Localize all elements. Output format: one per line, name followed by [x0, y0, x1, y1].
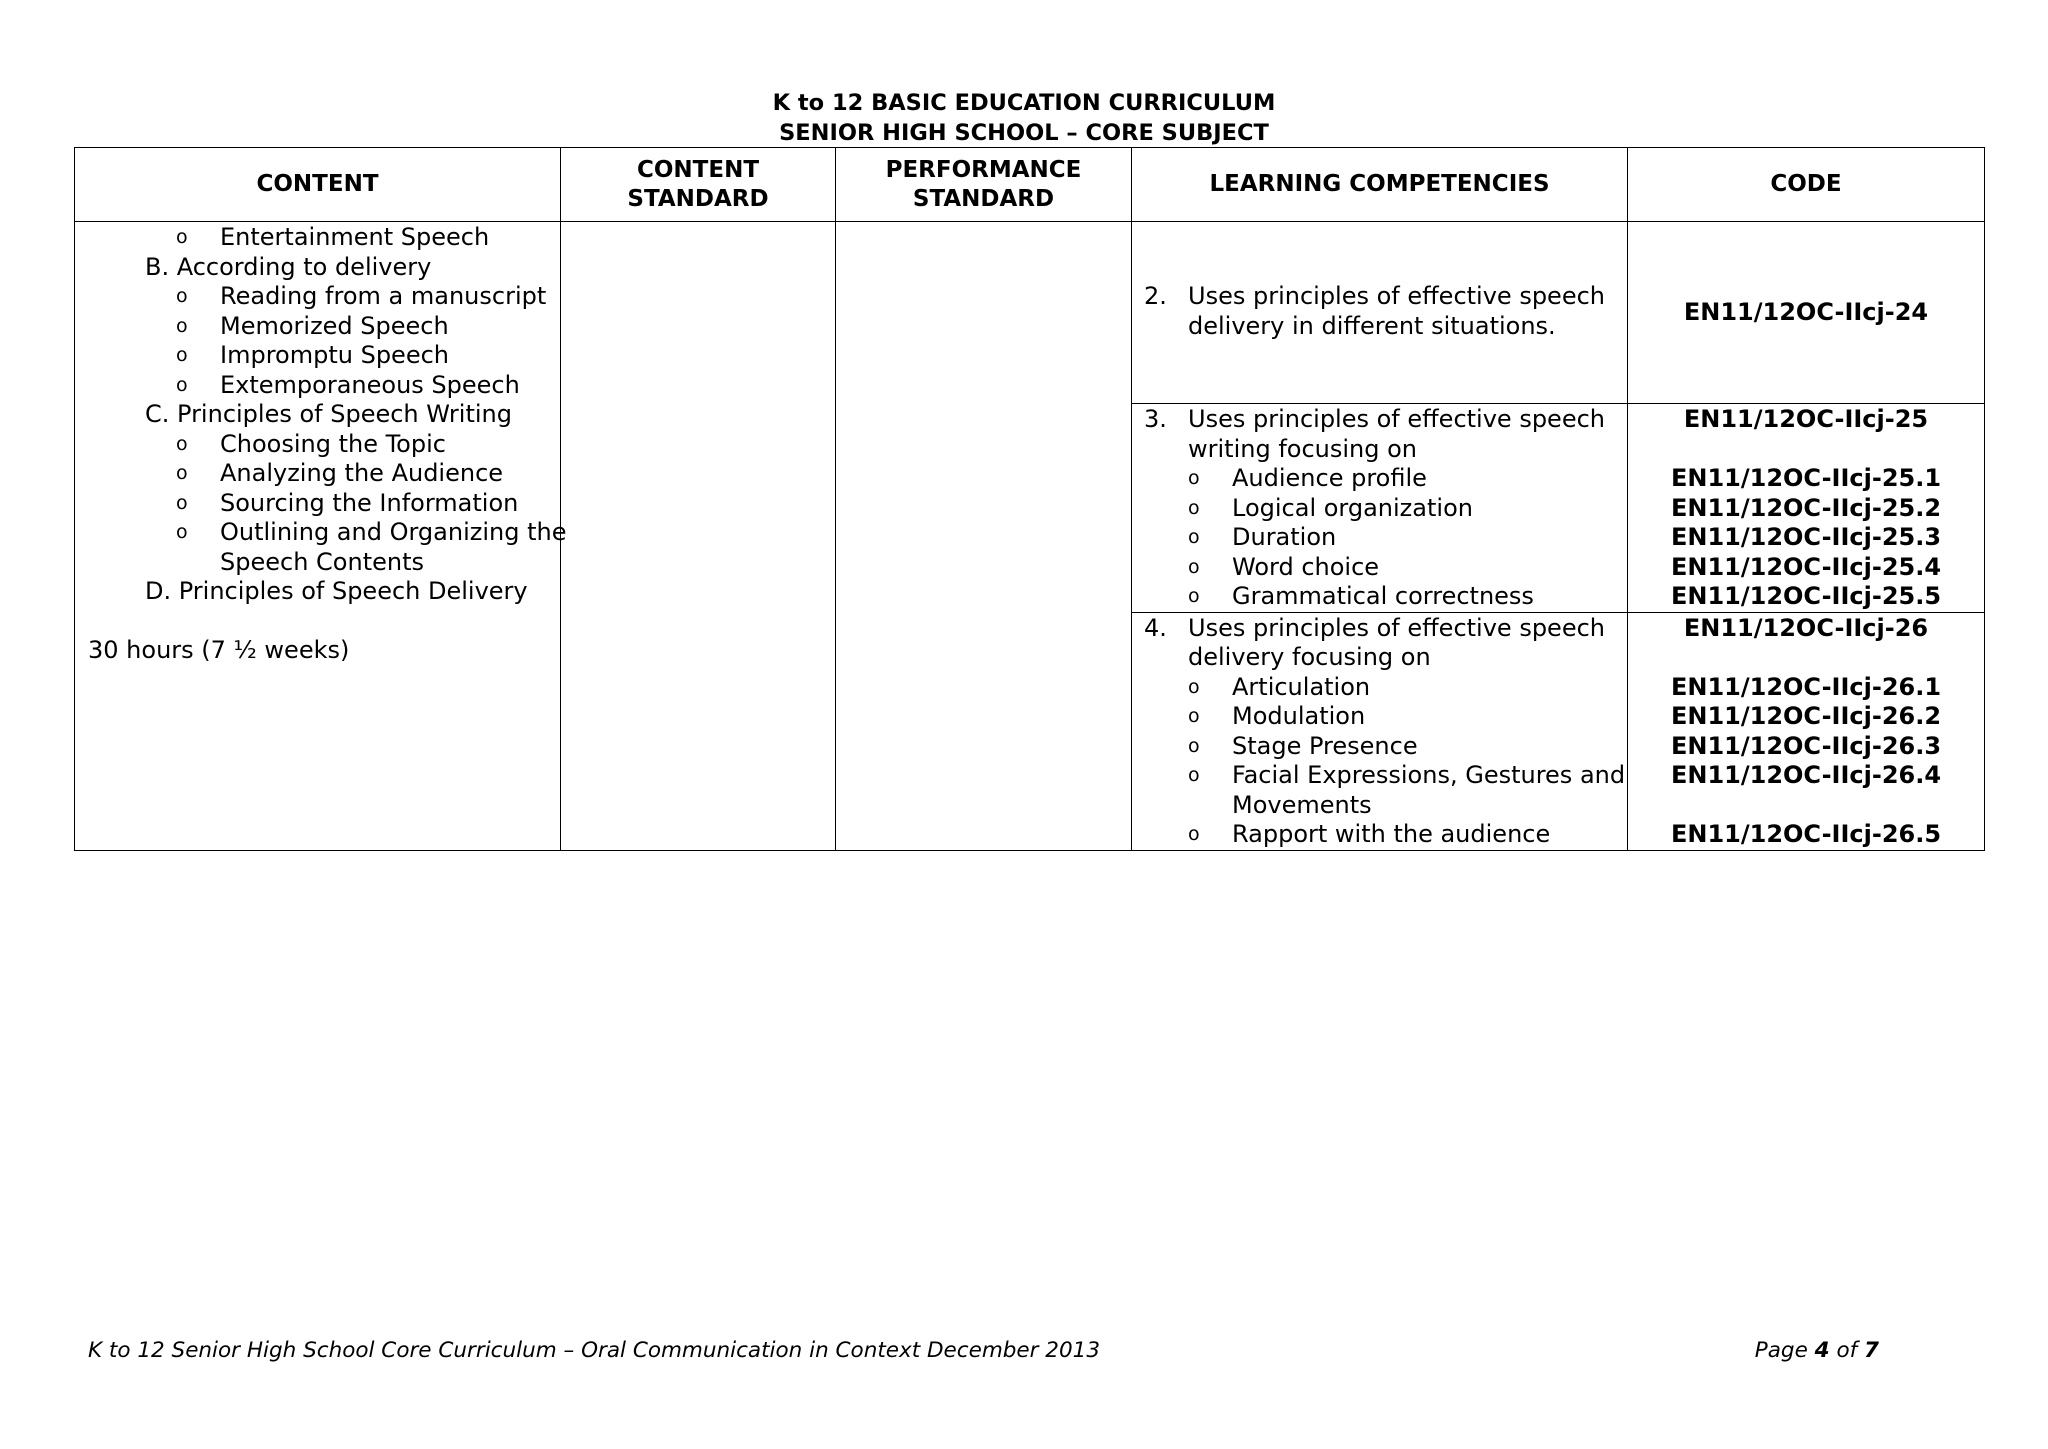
header-content-standard: CONTENT STANDARD: [561, 148, 836, 222]
competency-code: EN11/12OC-IIcj-25.4: [1670, 552, 1942, 581]
bullet-icon: o: [176, 491, 188, 514]
bullet-icon: o: [1188, 823, 1200, 845]
bullet-icon: o: [1188, 526, 1200, 548]
competency-code: EN11/12OC-IIcj-24: [1683, 297, 1929, 326]
list-item: o Logical organization: [1188, 493, 1473, 522]
code-4-cell: [1628, 612, 1985, 850]
curriculum-table: [74, 147, 1985, 851]
competency-code: EN11/12OC-IIcj-25.2: [1670, 493, 1942, 522]
bullet-icon: o: [1188, 675, 1200, 698]
bullet-icon: o: [1188, 764, 1200, 786]
list-item: o Facial Expressions, Gestures and: [1188, 761, 1626, 789]
competency-code: EN11/12OC-IIcj-25.5: [1670, 582, 1942, 610]
list-item: o Stage Presence: [1188, 731, 1418, 760]
heading-line-2: SENIOR HIGH SCHOOL – CORE SUBJECT: [779, 120, 1269, 146]
competency-code: EN11/12OC-IIcj-26.3: [1670, 731, 1942, 760]
bullet-icon: o: [1188, 555, 1200, 578]
competency-number: 2.: [1144, 282, 1167, 310]
heading-line-1: K to 12 BASIC EDUCATION CURRICULUM: [772, 90, 1276, 116]
competency-code: EN11/12OC-IIcj-26.4: [1670, 761, 1942, 789]
competency-2-cell: 2. Uses principles of effective speech delivery in different situations.: [1132, 222, 1628, 404]
list-item: o Impromptu Speech: [176, 341, 449, 369]
list-item: o Duration: [1188, 523, 1337, 551]
list-item: o Analyzing the Audience: [176, 459, 504, 487]
bullet-icon: o: [1188, 467, 1200, 489]
list-item-continuation: Movements: [1232, 790, 1372, 819]
duration-text: 30 hours (7 ½ weeks): [88, 636, 350, 664]
competency-number: 4.: [1144, 613, 1167, 642]
list-item: o Sourcing the Information: [176, 488, 519, 517]
document-heading: [0, 88, 2048, 148]
header-code: CODE: [1628, 148, 1985, 222]
bullet-icon: o: [1188, 734, 1200, 757]
competency-code: EN11/12OC-IIcj-25: [1683, 405, 1929, 433]
bullet-icon: o: [176, 226, 188, 248]
section-heading-c: C. Principles of Speech Writing: [145, 400, 512, 428]
bullet-icon: o: [176, 521, 188, 543]
bullet-icon: o: [176, 432, 188, 455]
competency-code: EN11/12OC-IIcj-26.5: [1670, 820, 1942, 848]
header-performance-standard: PERFORMANCE STANDARD: [836, 148, 1132, 222]
header-learning-competencies: LEARNING COMPETENCIES: [1132, 148, 1628, 222]
list-item: o Choosing the Topic: [176, 429, 446, 458]
list-item: o Outlining and Organizing the: [176, 518, 567, 546]
bullet-icon: o: [176, 314, 188, 337]
list-item: o Entertainment Speech: [176, 223, 490, 251]
competency-code: EN11/12OC-IIcj-25.3: [1670, 523, 1942, 551]
section-heading-d: D. Principles of Speech Delivery: [145, 577, 528, 605]
list-item: o Articulation: [1188, 672, 1371, 701]
bullet-icon: o: [176, 285, 188, 307]
bullet-icon: o: [1188, 585, 1200, 607]
bullet-icon: o: [176, 344, 188, 366]
competency-code: EN11/12OC-IIcj-26.1: [1670, 672, 1942, 701]
bullet-icon: o: [176, 462, 188, 484]
list-item-continuation: Speech Contents: [220, 547, 424, 576]
competency-3-cell: 3. Uses principles of effective speech writing focusing on o Audience profile o Logical organization o Duration o Word choice o Grammatical correctness: [1132, 404, 1628, 613]
list-item: o Extemporaneous Speech: [176, 370, 520, 399]
competency-number: 3.: [1144, 405, 1167, 433]
performance-standard-cell: [836, 222, 1132, 851]
section-heading-b: B. According to delivery: [145, 252, 432, 281]
table-row: [75, 222, 1985, 404]
bullet-icon: o: [1188, 705, 1200, 727]
list-item: o Grammatical correctness: [1188, 582, 1534, 610]
list-item: o Rapport with the audience: [1188, 820, 1551, 848]
header-content: CONTENT: [75, 148, 561, 222]
bullet-icon: o: [1188, 496, 1200, 519]
footer-page-number: Page 4 of 7: [1754, 1338, 1879, 1363]
footer-document-title: K to 12 Senior High School Core Curriculum – Oral Communication in Context December 2013: [88, 1338, 1101, 1363]
list-item: o Modulation: [1188, 702, 1366, 730]
list-item: o Reading from a manuscript: [176, 282, 547, 310]
list-item: o Word choice: [1188, 552, 1380, 581]
list-item: o Audience profile: [1188, 464, 1427, 492]
list-item: o Memorized Speech: [176, 311, 449, 340]
content-cell: [75, 222, 567, 851]
bullet-icon: o: [176, 373, 188, 396]
current-page: 4: [1814, 1338, 1830, 1363]
content-standard-cell: [561, 222, 836, 851]
code-3-cell: [1628, 404, 1985, 613]
competency-code: EN11/12OC-IIcj-26: [1683, 613, 1929, 642]
competency-code: EN11/12OC-IIcj-26.2: [1670, 702, 1942, 730]
total-pages: 7: [1864, 1338, 1879, 1363]
table-header-row: [75, 148, 1985, 222]
competency-4-cell: 4. Uses principles of effective speech delivery focusing on o Articulation o Modulation o Stage Presence o Facial Expressions, Gestures and Movements o Rapport with the audience: [1132, 612, 1628, 850]
competency-code: EN11/12OC-IIcj-25.1: [1670, 464, 1942, 492]
code-2-cell: [1628, 222, 1985, 404]
